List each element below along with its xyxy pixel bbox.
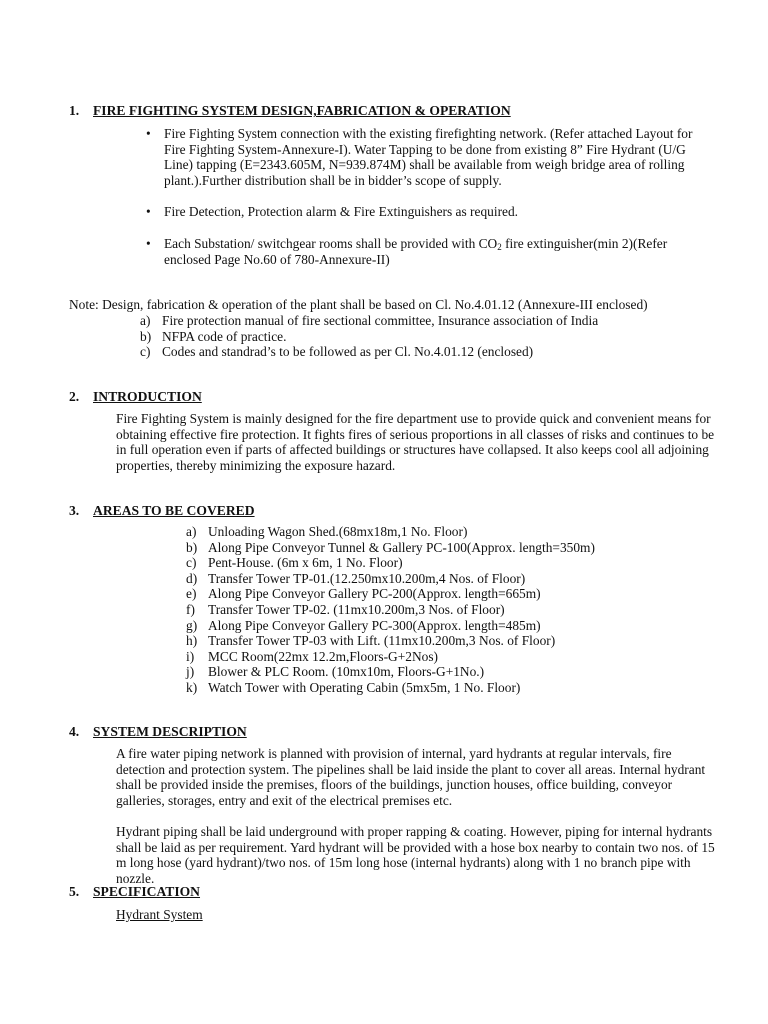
note-block <box>69 297 648 313</box>
system-description-paragraph: Hydrant piping shall be laid underground with proper rapping & coating. However, piping for internal hydrants shall be laid as per requirement. Yard hydrant will be provided with a hose box nearby to contain two nos. of 15 m long hose (yard hydrant)/two nos. of 15m long hose (internal hydrants) along with 1 no branch pipe with nozzle. <box>116 824 715 886</box>
list-item <box>186 618 595 634</box>
section-title: SYSTEM DESCRIPTION <box>93 724 247 739</box>
list-item-text: Along Pipe Conveyor Gallery PC-200(Approx. length=665m) <box>208 586 541 602</box>
section-number: 5. <box>69 884 80 899</box>
list-item <box>186 649 595 665</box>
list-item <box>140 313 598 329</box>
list-item-text: MCC Room(22mx 12.2m,Floors-G+2Nos) <box>208 648 439 664</box>
list-item-text: Watch Tower with Operating Cabin (5mx5m, 1 No. Floor) <box>208 679 521 695</box>
list-item <box>186 540 595 556</box>
list-item-text: Transfer Tower TP-03 with Lift. (11mx10.200m,3 Nos. of Floor) <box>208 633 556 649</box>
section-title: FIRE FIGHTING SYSTEM DESIGN,FABRICATION & OPERATION <box>93 103 511 118</box>
list-item-text: Unloading Wagon Shed.(68mx18m,1 No. Floor) <box>208 524 468 539</box>
list-marker: a) <box>186 524 197 539</box>
section-number: 3. <box>69 503 80 518</box>
list-item <box>140 329 598 345</box>
list-marker: h) <box>186 633 198 649</box>
system-description-paragraph: A fire water piping network is planned with provision of internal, yard hydrants at regular intervals, fire detection and protection system. The pipelines shall be laid inside the plant to cover all areas. Internal hydrant shall be provided inside the premises, floors of the buildings, junction houses, office building, conveyor galleries, storages, entry and exit of the electrical premises etc. <box>116 746 706 808</box>
list-item-text: Fire protection manual of fire sectional committee, Insurance association of India <box>162 313 599 328</box>
list-marker: g) <box>186 617 198 633</box>
list-item-text: Along Pipe Conveyor Tunnel & Gallery PC-100(Approx. length=350m) <box>208 539 595 555</box>
section-2-heading <box>69 389 202 405</box>
list-marker: c) <box>186 555 197 571</box>
section-title: AREAS TO BE COVERED <box>93 503 255 518</box>
list-item <box>186 664 595 680</box>
note-text: Note: Design, fabrication & operation of the plant shall be based on Cl. No.4.01.12 (Annexure-III enclosed) <box>69 297 648 312</box>
list-marker: b) <box>186 539 198 555</box>
section-1-bullets <box>146 126 706 267</box>
bullet-item <box>146 236 709 267</box>
list-marker: c) <box>140 344 151 360</box>
note-list <box>140 313 598 360</box>
section-4-heading <box>69 724 247 740</box>
list-marker: j) <box>186 664 195 680</box>
list-marker: a) <box>140 313 151 328</box>
list-item <box>186 680 595 696</box>
list-item-text: Pent-House. (6m x 6m, 1 No. Floor) <box>208 555 403 571</box>
list-item <box>186 555 595 571</box>
bullet-text: fire extinguisher(min 2)(Refer enclosed Page No.60 of 780-Annexure-II) <box>164 235 668 267</box>
section-5-heading <box>69 884 200 900</box>
list-item <box>186 602 595 618</box>
section-title: INTRODUCTION <box>93 389 202 404</box>
list-item <box>186 524 595 540</box>
list-item <box>186 633 595 649</box>
list-marker: b) <box>140 328 152 344</box>
section-number: 2. <box>69 389 80 404</box>
list-item <box>186 571 595 587</box>
bullet-text: Each Substation/ switchgear rooms shall be provided with CO <box>164 235 498 251</box>
list-marker: f) <box>186 601 195 617</box>
bullet-item: • Fire Detection, Protection alarm & Fire Extinguishers as required. <box>146 204 706 220</box>
list-item-text: Transfer Tower TP-02. (11mx10.200m,3 Nos. of Floor) <box>208 601 505 617</box>
list-item-text: Along Pipe Conveyor Gallery PC-300(Approx. length=485m) <box>208 617 541 633</box>
list-marker: k) <box>186 679 198 695</box>
subscript-text: 2 <box>497 241 502 252</box>
section-1-heading <box>69 103 511 119</box>
list-marker: d) <box>186 570 198 586</box>
section-number: 1. <box>69 103 80 118</box>
section-title: SPECIFICATION <box>93 884 201 899</box>
list-item-text: Codes and standrad’s to be followed as per Cl. No.4.01.12 (enclosed) <box>162 344 534 360</box>
list-item-text: NFPA code of practice. <box>162 328 287 344</box>
section-3-heading <box>69 503 255 519</box>
list-marker: e) <box>186 586 197 602</box>
areas-list <box>186 524 595 696</box>
introduction-paragraph: Fire Fighting System is mainly designed for the fire department use to provide quick and convenient means for obtaining effective fire protection. It fights fires of serious proportions in all classes of risks and continues to be in full operation even if parts of affected buildings or structures have collapsed. It also keeps cool all adjoining properties, thereby minimizing the exposure hazard. <box>116 411 715 473</box>
list-item <box>186 586 595 602</box>
hydrant-system-subheading: Hydrant System <box>116 907 203 922</box>
list-marker: i) <box>186 648 195 664</box>
bullet-item: • Fire Fighting System connection with the existing firefighting network. (Refer attached Layout for Fire Fighting System-Annexure-I). Water Tapping to be done from existing 8” Fire Hydrant (U/G Line) tapping (E=2343.605M, N=939.874M) shall be available from weigh bridge area of rolling plant.).Further distribution shall be in bidder’s scope of supply. <box>146 126 709 188</box>
list-item-text: Transfer Tower TP-01.(12.250mx10.200m,4 Nos. of Floor) <box>208 570 526 586</box>
section-number: 4. <box>69 724 80 739</box>
list-item <box>140 344 598 360</box>
list-item-text: Blower & PLC Room. (10mx10m, Floors-G+1No.) <box>208 664 485 680</box>
